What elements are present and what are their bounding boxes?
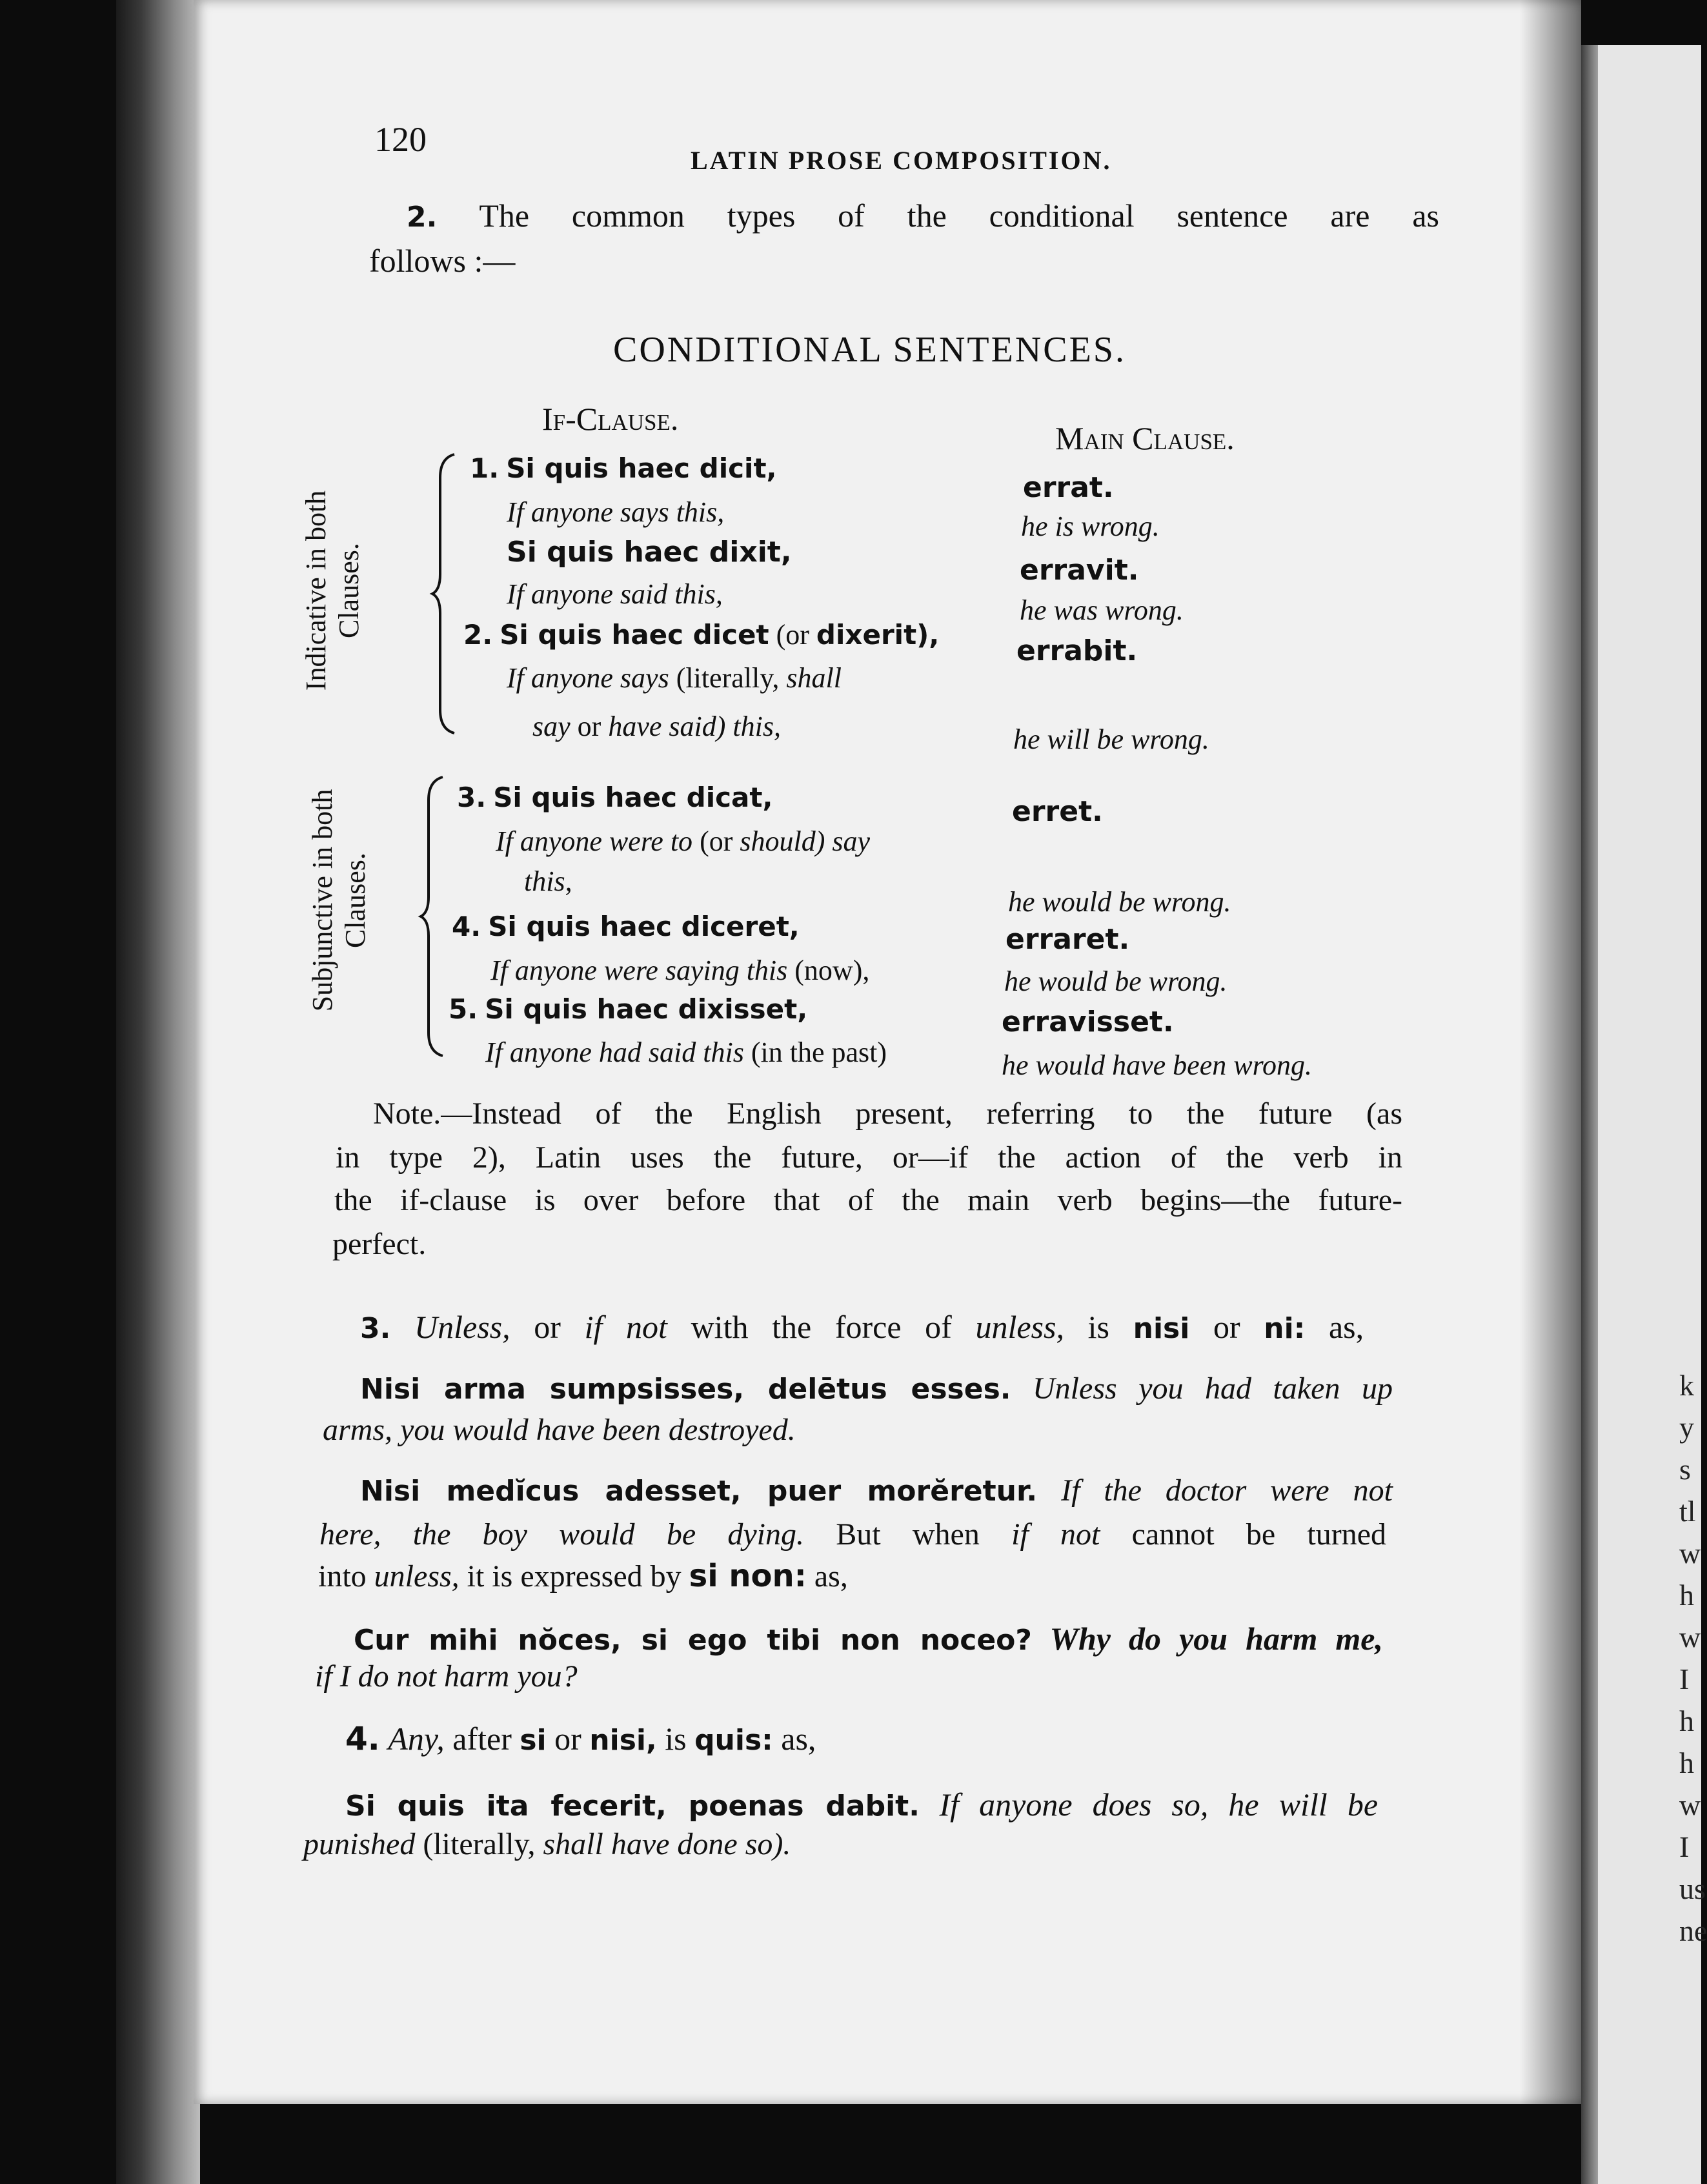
english-translation: Unless you had taken up xyxy=(1033,1371,1393,1406)
table-title: CONDITIONAL SENTENCES. xyxy=(613,330,1126,370)
latin-term: si xyxy=(520,1724,547,1757)
latin-term: nisi, xyxy=(589,1724,657,1757)
next-page-fragment: us xyxy=(1679,1872,1706,1905)
row-3-main-translation: he would be wrong. xyxy=(1008,886,1231,918)
note-line-1: Note.—Instead of the English present, referring to the future (as xyxy=(373,1097,1402,1131)
translation-part: this, xyxy=(732,711,781,742)
word: or xyxy=(1213,1309,1240,1345)
para-3-number: 3. xyxy=(360,1312,391,1345)
translation-part: (in the past) xyxy=(751,1036,887,1068)
next-page-fragment: tl xyxy=(1679,1495,1696,1528)
word: as, xyxy=(1328,1309,1364,1345)
next-page-fragment: I xyxy=(1679,1663,1690,1695)
translation-part: say xyxy=(532,711,571,742)
subjunctive-label-line-1: Subjunctive in both xyxy=(307,789,338,1012)
next-page-fragment: s xyxy=(1679,1453,1691,1486)
row-5-latin xyxy=(449,993,807,1026)
note-line-3: the if-clause is over before that of the main verb begins—the future- xyxy=(334,1183,1402,1217)
row-2-main: errabit. xyxy=(1016,634,1138,667)
word: or xyxy=(534,1309,561,1345)
latin-or: (or xyxy=(776,619,809,651)
latin-example: Si quis ita fecerit, poenas dabit. xyxy=(345,1790,920,1823)
row-3-latin xyxy=(457,781,773,814)
translation-part: or xyxy=(577,711,601,742)
para-4-line-1 xyxy=(345,1720,816,1757)
page-number: 120 xyxy=(374,120,427,159)
english-translation: here, the boy would be dying. xyxy=(319,1517,805,1552)
row-2-latin xyxy=(463,618,939,651)
para-4-example-line-2 xyxy=(303,1826,791,1862)
latin-clause: Si quis haec diceret, xyxy=(488,911,800,942)
subjunctive-label-line-2: Clauses. xyxy=(339,853,371,948)
row-number: 3. xyxy=(457,782,487,813)
latin-example: Cur mihi nŏces, si ego tibi non noceo? xyxy=(354,1624,1032,1657)
term-if-not: if not xyxy=(584,1309,667,1345)
next-page-fragment: ne xyxy=(1679,1914,1707,1947)
row-1-main: errat. xyxy=(1023,471,1114,504)
para-4-example-line-1 xyxy=(345,1783,1378,1828)
row-5-main: erravisset. xyxy=(1002,1006,1174,1038)
translation-part: If anyone were to xyxy=(496,825,693,857)
subjunctive-brace xyxy=(419,774,445,1058)
running-head: LATIN PROSE COMPOSITION. xyxy=(691,146,1112,175)
word: after xyxy=(452,1721,512,1757)
latin-example: Nisi arma sumpsisses, delētus esses. xyxy=(360,1373,1011,1406)
row-3-main: erret. xyxy=(1012,795,1103,828)
row-1b-translation: If anyone said this, xyxy=(507,578,723,610)
latin-term: si non: xyxy=(689,1558,807,1594)
example-2-line-1 xyxy=(360,1469,1393,1513)
indicative-brace xyxy=(431,452,457,736)
english-translation: Why do you harm me, xyxy=(1049,1621,1383,1657)
latin-term: quis: xyxy=(694,1724,773,1757)
term-unless: Unless, xyxy=(414,1309,510,1345)
word: cannot be turned xyxy=(1131,1517,1387,1552)
row-1-latin xyxy=(470,452,776,485)
english-translation: punished xyxy=(303,1827,416,1861)
row-number: 1. xyxy=(470,452,500,484)
main-clause-header: Main Clause. xyxy=(1055,420,1235,456)
example-3-line-2: if I do not harm you? xyxy=(315,1659,578,1694)
row-4-latin xyxy=(452,910,800,943)
next-page-fragment: w xyxy=(1679,1537,1701,1570)
row-4-main: erraret. xyxy=(1005,923,1130,956)
next-page-fragment: w xyxy=(1679,1788,1701,1821)
note-line-4: perfect. xyxy=(332,1227,427,1261)
para-2-line-2: follows :— xyxy=(369,243,516,279)
page-edge xyxy=(1581,45,1598,2184)
row-2-translation-line-1 xyxy=(507,662,842,694)
translation-part: (now), xyxy=(794,955,870,986)
latin-term: ni: xyxy=(1264,1312,1306,1345)
para-3-line-1 xyxy=(360,1305,1364,1351)
english-translation: If the doctor were not xyxy=(1061,1473,1393,1508)
next-page-edge xyxy=(1581,45,1707,2184)
latin-clause: Si quis haec dixisset, xyxy=(485,993,808,1025)
latin-alternative: dixerit), xyxy=(816,619,940,651)
latin-clause: Si quis haec dicet xyxy=(500,619,769,651)
row-1b-main-translation: he was wrong. xyxy=(1020,594,1184,626)
latin-clause: Si quis haec dicit, xyxy=(506,452,777,484)
row-1b-latin: Si quis haec dixit, xyxy=(507,536,792,569)
term-unless: unless, xyxy=(975,1309,1064,1345)
indicative-label-line-1: Indicative in both xyxy=(300,490,332,691)
word: into xyxy=(318,1559,367,1593)
term-if-not: if not xyxy=(1011,1517,1100,1552)
if-clause-header: If-Clause. xyxy=(542,401,679,437)
next-page-fragment: k xyxy=(1679,1369,1694,1402)
latin-term: nisi xyxy=(1133,1312,1190,1345)
translation-part: say xyxy=(832,825,871,857)
word: it is expressed by xyxy=(467,1559,682,1593)
word: (literally, xyxy=(423,1827,536,1861)
gutter-shadow xyxy=(1520,0,1581,2104)
latin-clause: Si quis haec dicat, xyxy=(493,782,773,813)
para-4-number: 4. xyxy=(345,1720,380,1757)
translation-part: have said) xyxy=(608,711,726,742)
row-2-main-translation: he will be wrong. xyxy=(1013,723,1209,755)
row-2-translation-line-2 xyxy=(532,710,781,743)
term-unless: unless, xyxy=(374,1559,460,1593)
word: is xyxy=(1087,1309,1109,1345)
translation-part: If anyone were saying this xyxy=(490,955,788,986)
next-page-fragment: h xyxy=(1679,1746,1694,1779)
example-2-line-2 xyxy=(319,1513,1386,1557)
word: is xyxy=(665,1721,687,1757)
note-line-2: in type 2), Latin uses the future, or—if the action of the verb in xyxy=(336,1140,1402,1175)
translation-part: (or xyxy=(700,825,733,857)
example-3-line-1 xyxy=(354,1617,1383,1663)
row-5-translation xyxy=(485,1036,887,1069)
translation-part: If anyone had said this xyxy=(485,1036,744,1068)
row-1-main-translation: he is wrong. xyxy=(1021,511,1160,542)
latin-example: Nisi medĭcus adesset, puer morĕretur. xyxy=(360,1475,1038,1508)
translation-part: should) xyxy=(740,825,825,857)
para-2-number: 2. xyxy=(407,201,438,234)
example-1-line-2: arms, you would have been destroyed. xyxy=(323,1413,796,1447)
row-number: 4. xyxy=(452,911,481,942)
example-1-line-1 xyxy=(360,1367,1393,1411)
para-2-text: The common types of the conditional sentence are as xyxy=(479,197,1439,234)
word: as, xyxy=(814,1559,848,1593)
word: But when xyxy=(836,1517,980,1552)
row-3-translation-line-2: this, xyxy=(524,865,572,897)
term-any: Any, xyxy=(388,1721,445,1757)
next-page-fragment: I xyxy=(1679,1830,1690,1863)
book-spine xyxy=(116,0,200,2184)
english-translation: shall have done so). xyxy=(543,1827,791,1861)
para-2-line-1 xyxy=(407,194,1439,239)
row-1-translation: If anyone says this, xyxy=(507,496,725,528)
next-page-fragment: y xyxy=(1679,1411,1694,1444)
word: with the force of xyxy=(691,1309,952,1345)
indicative-label xyxy=(300,468,371,713)
next-page-fragment: h xyxy=(1679,1579,1694,1612)
next-page-fragment: h xyxy=(1679,1704,1694,1737)
translation-part: If anyone says xyxy=(507,662,669,694)
english-translation: If anyone does so, he will be xyxy=(939,1786,1379,1823)
word: or xyxy=(554,1721,581,1757)
subjunctive-label xyxy=(307,762,378,1039)
row-5-main-translation: he would have been wrong. xyxy=(1002,1049,1313,1081)
row-4-translation xyxy=(490,954,869,987)
translation-part: (literally, xyxy=(676,662,780,694)
row-3-translation-line-1 xyxy=(496,825,870,858)
word: as, xyxy=(781,1721,816,1757)
row-4-main-translation: he would be wrong. xyxy=(1004,966,1227,997)
example-2-line-3 xyxy=(318,1558,848,1594)
row-number: 5. xyxy=(449,993,478,1025)
translation-part: shall xyxy=(786,662,842,694)
indicative-label-line-2: Clauses. xyxy=(332,543,365,638)
row-1b-main: erravit. xyxy=(1020,554,1139,587)
next-page-fragment: w xyxy=(1679,1621,1701,1653)
row-number: 2. xyxy=(463,619,493,651)
